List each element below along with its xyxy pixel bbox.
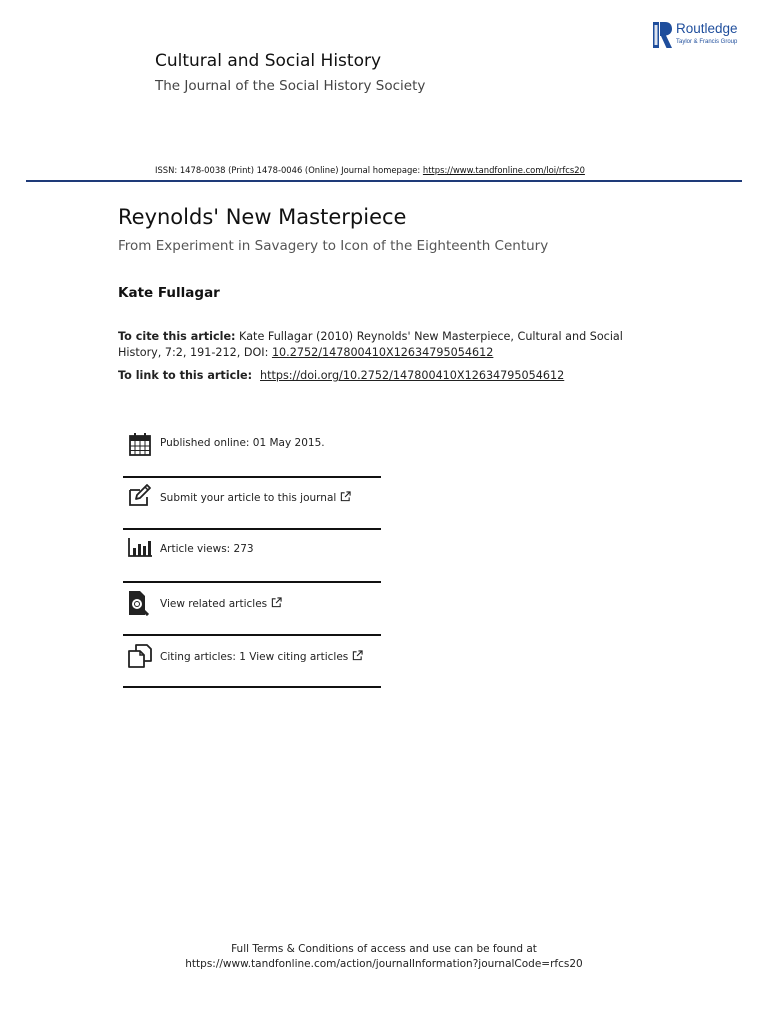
related-articles-row[interactable] <box>123 589 381 619</box>
submit-article-link[interactable]: Submit your article to this journal <box>160 492 337 504</box>
journal-title: Cultural and Social History <box>155 51 382 71</box>
external-link-icon <box>340 491 351 502</box>
publisher-tagline: Taylor & Francis Group <box>676 39 738 45</box>
doi-link[interactable]: 10.2752/147800410X12634795054612 <box>271 345 494 359</box>
external-link-icon <box>271 597 282 608</box>
article-subtitle: From Experiment in Savagery to Icon of the Eighteenth Century <box>118 238 549 254</box>
bar-chart-icon <box>127 535 153 561</box>
header-rule <box>26 180 742 182</box>
cite-label: To cite this article: <box>118 330 236 343</box>
citing-icon <box>127 643 153 669</box>
article-doi-url-link[interactable]: https://doi.org/10.2752/147800410X12634795054612 <box>260 369 565 382</box>
row-divider <box>123 634 381 636</box>
citation-block <box>118 329 638 360</box>
journal-homepage-link[interactable]: https://www.tandfonline.com/loi/rfcs20 <box>422 165 585 175</box>
row-divider <box>123 581 381 583</box>
issn-text: ISSN: 1478-0038 (Print) 1478-0046 (Online) Journal homepage: <box>155 165 423 175</box>
related-articles-link[interactable]: View related articles <box>160 598 268 610</box>
article-author: Kate Fullagar <box>118 285 220 301</box>
external-link-icon <box>352 650 363 661</box>
article-link-line <box>118 369 564 382</box>
issn-line <box>155 165 585 175</box>
citing-articles-row[interactable] <box>123 642 381 672</box>
terms-text: Full Terms & Conditions of access and use can be found at <box>231 943 537 955</box>
publisher-logo <box>653 21 748 49</box>
published-date-text: Published online: 01 May 2015. <box>160 437 325 449</box>
link-label: To link to this article: <box>118 369 256 382</box>
article-views-text: Article views: 273 <box>160 543 254 555</box>
journal-subtitle: The Journal of the Social History Society <box>155 78 426 94</box>
citing-articles-link[interactable]: Citing articles: 1 View citing articles <box>160 651 349 663</box>
article-title: Reynolds' New Masterpiece <box>118 205 407 229</box>
row-divider <box>123 476 381 478</box>
cite-text: Kate Fullagar (2010) Reynolds' New Masterpiece, Cultural and Social History, 7:2, 191-212, DOI: <box>118 330 623 359</box>
publisher-name: Routledge <box>676 21 738 36</box>
row-divider <box>123 528 381 530</box>
edit-icon <box>127 483 153 509</box>
calendar-icon <box>127 431 153 457</box>
terms-footer <box>0 942 768 972</box>
row-divider <box>123 686 381 688</box>
article-views-row <box>123 535 381 565</box>
submit-article-row[interactable] <box>123 483 381 513</box>
terms-url[interactable]: https://www.tandfonline.com/action/journalInformation?journalCode=rfcs20 <box>185 958 583 970</box>
search-document-icon <box>127 590 153 616</box>
published-row <box>123 430 381 460</box>
routledge-logo-icon <box>653 21 673 49</box>
